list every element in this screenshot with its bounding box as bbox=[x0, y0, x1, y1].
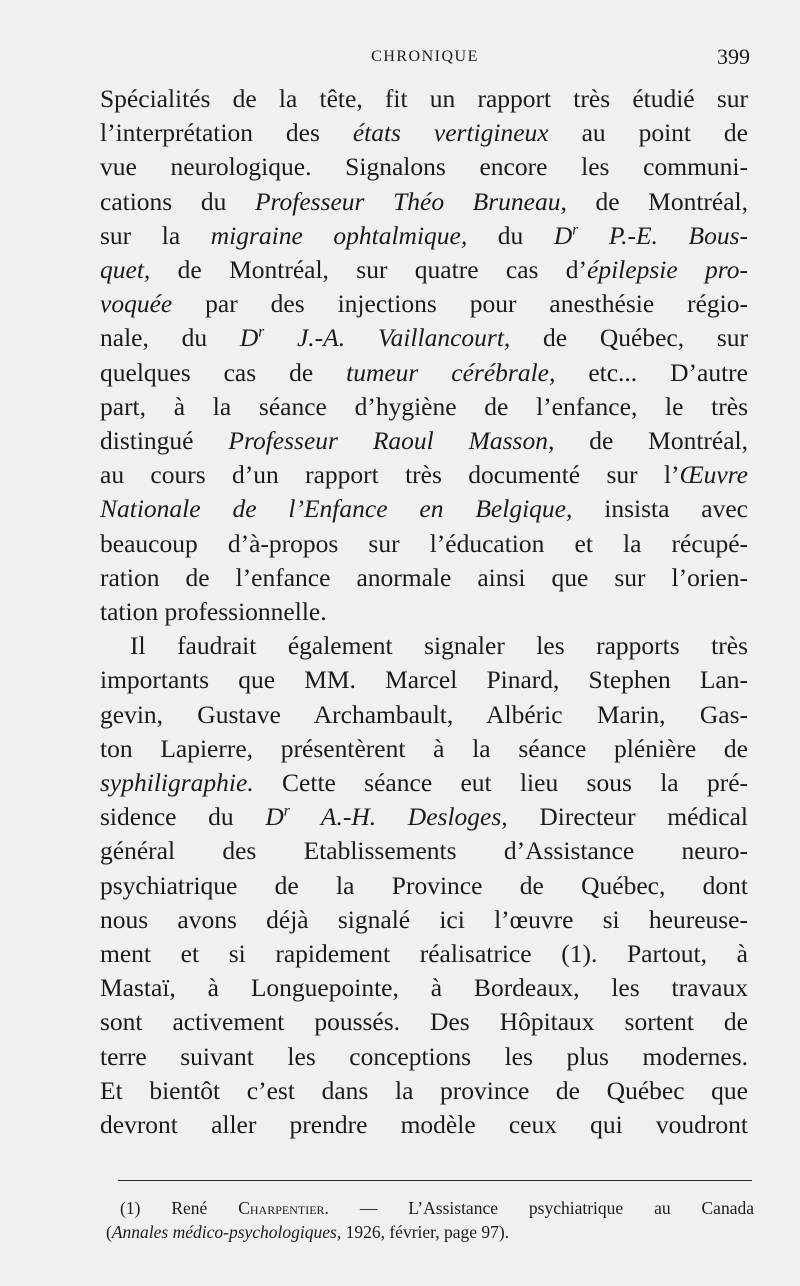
text-line bbox=[100, 663, 748, 697]
text-segment: nale, du bbox=[100, 323, 240, 353]
text-segment: gevin, Gustave Archambault, Albéric Marin, Gas- bbox=[100, 699, 748, 729]
text-line bbox=[100, 116, 748, 150]
main-text bbox=[100, 82, 748, 1142]
text-segment: du bbox=[467, 220, 554, 250]
text-line bbox=[100, 321, 748, 355]
text-line bbox=[100, 1108, 748, 1142]
text-line bbox=[100, 527, 748, 561]
text-segment: beaucoup d’à-propos sur l’éducation et la récupé- bbox=[100, 528, 748, 558]
page-header bbox=[100, 44, 750, 74]
footnote-line bbox=[106, 1220, 754, 1244]
text-segment: l’interprétation des bbox=[100, 118, 353, 148]
italic-text: Nationale de l’Enfance en Belgique, bbox=[100, 494, 573, 524]
text-line bbox=[100, 150, 748, 184]
text-segment: (1) René bbox=[120, 1198, 239, 1218]
italic-text: Œuvre bbox=[679, 460, 748, 490]
text-segment: Il faudrait également signaler les rapports très bbox=[130, 631, 748, 661]
text-segment: ( bbox=[106, 1222, 112, 1242]
italic-text: voquée bbox=[100, 289, 173, 319]
italic-text: D bbox=[265, 802, 284, 832]
text-segment: de Montréal, bbox=[554, 426, 749, 456]
text-segment: sur la bbox=[100, 220, 211, 250]
page-number: 399 bbox=[717, 44, 750, 69]
text-line bbox=[100, 492, 748, 526]
text-line bbox=[100, 253, 748, 287]
text-segment: etc... D’autre bbox=[555, 357, 748, 387]
text-line bbox=[100, 869, 748, 903]
text-segment: Directeur médical bbox=[507, 802, 748, 832]
footnotes bbox=[106, 1196, 754, 1244]
text-segment: Et bientôt c’est dans la province de Québec que bbox=[100, 1075, 748, 1105]
text-line bbox=[100, 561, 748, 595]
italic-text: r bbox=[258, 323, 265, 341]
italic-text: Professeur Théo Bruneau, bbox=[254, 186, 567, 216]
text-line bbox=[100, 1005, 748, 1039]
text-segment: Mastaï, à Longuepointe, à Bordeaux, les travaux bbox=[100, 973, 748, 1003]
text-line bbox=[100, 732, 748, 766]
text-line bbox=[100, 766, 748, 800]
text-segment: Spécialités de la tête, fit un rapport très étudié sur bbox=[100, 84, 748, 113]
italic-text: Annales médico-psychologiques, bbox=[111, 1222, 342, 1242]
italic-text: états vertigineux bbox=[352, 118, 549, 148]
text-segment: sidence du bbox=[100, 802, 266, 832]
text-segment: de Québec, sur bbox=[510, 323, 748, 353]
text-line bbox=[100, 903, 748, 937]
italic-text: D bbox=[553, 220, 573, 250]
small-caps-text: Charpentier. bbox=[238, 1198, 329, 1218]
text-line bbox=[100, 971, 748, 1005]
italic-text: r bbox=[572, 221, 579, 239]
text-segment: quelques cas de bbox=[100, 357, 347, 387]
text-segment: nous avons déjà signalé ici l’œuvre si heureuse- bbox=[100, 904, 748, 934]
text-line bbox=[100, 698, 748, 732]
text-line bbox=[100, 82, 748, 116]
text-segment: — L’Assistance psychiatrique au Canada bbox=[328, 1198, 754, 1218]
text-segment: part, à la séance d’hygiène de l’enfance, le très bbox=[100, 391, 748, 421]
italic-text: r bbox=[283, 802, 290, 820]
italic-text: migraine ophtalmique, bbox=[210, 220, 468, 250]
italic-text: Professeur Raoul Masson, bbox=[228, 426, 555, 456]
text-segment: sont activement poussés. Des Hôpitaux sortent de bbox=[100, 1007, 748, 1037]
italic-text: J.-A. Vaillancourt, bbox=[264, 323, 511, 353]
text-segment: au cours d’un rapport très documenté sur l’ bbox=[100, 460, 680, 490]
text-segment: ton Lapierre, présentèrent à la séance plénière de bbox=[100, 733, 748, 763]
text-line bbox=[100, 834, 748, 868]
italic-text: D bbox=[239, 323, 259, 353]
italic-text: quet, bbox=[100, 255, 151, 285]
text-segment: importants que MM. Marcel Pinard, Stephen Lan- bbox=[100, 665, 748, 695]
text-segment: tation professionnelle. bbox=[100, 597, 327, 627]
text-line bbox=[100, 287, 748, 321]
text-segment: de Montréal, bbox=[566, 186, 748, 216]
text-line bbox=[100, 185, 748, 219]
text-line bbox=[100, 390, 748, 424]
italic-text: épilepsie pro- bbox=[587, 255, 748, 285]
text-line bbox=[100, 219, 748, 253]
text-line bbox=[100, 458, 748, 492]
text-segment: devront aller prendre modèle ceux qui voudront bbox=[100, 1110, 748, 1140]
italic-text: syphiligraphie. bbox=[100, 768, 254, 798]
text-segment: ment et si rapidement réalisatrice (1). Partout, à bbox=[100, 939, 748, 969]
text-segment: par des injections pour anesthésie régio- bbox=[172, 289, 748, 319]
text-segment: cations du bbox=[100, 186, 255, 216]
text-segment: terre suivant les conceptions les plus modernes. bbox=[100, 1041, 748, 1071]
footnote-rule bbox=[118, 1180, 752, 1181]
text-segment: ration de l’enfance anormale ainsi que sur l’orien- bbox=[100, 562, 748, 592]
italic-text: tumeur cérébrale, bbox=[346, 357, 556, 387]
text-line bbox=[100, 937, 748, 971]
text-segment: vue neurologique. Signalons encore les communi- bbox=[100, 152, 748, 182]
italic-text: P.-E. Bous- bbox=[578, 220, 748, 250]
text-segment: insista avec bbox=[572, 494, 748, 524]
italic-text: A.-H. Desloges, bbox=[289, 802, 508, 832]
running-head: CHRONIQUE bbox=[371, 48, 479, 65]
text-line bbox=[100, 800, 748, 834]
text-line bbox=[100, 629, 748, 663]
text-segment: Cette séance eut lieu sous la pré- bbox=[253, 768, 748, 798]
text-segment: distingué bbox=[100, 426, 229, 456]
text-line bbox=[100, 424, 748, 458]
text-line bbox=[100, 356, 748, 390]
text-segment: au point de bbox=[548, 118, 748, 148]
text-segment: général des Etablissements d’Assistance neuro- bbox=[100, 836, 748, 866]
text-line bbox=[100, 1040, 748, 1074]
text-segment: 1926, février, page 97). bbox=[341, 1222, 510, 1242]
text-line bbox=[100, 1074, 748, 1108]
text-line bbox=[100, 595, 748, 629]
text-segment: de Montréal, sur quatre cas d’ bbox=[150, 255, 588, 285]
footnote-line bbox=[106, 1196, 754, 1220]
text-segment: psychiatrique de la Province de Québec, dont bbox=[100, 870, 748, 900]
